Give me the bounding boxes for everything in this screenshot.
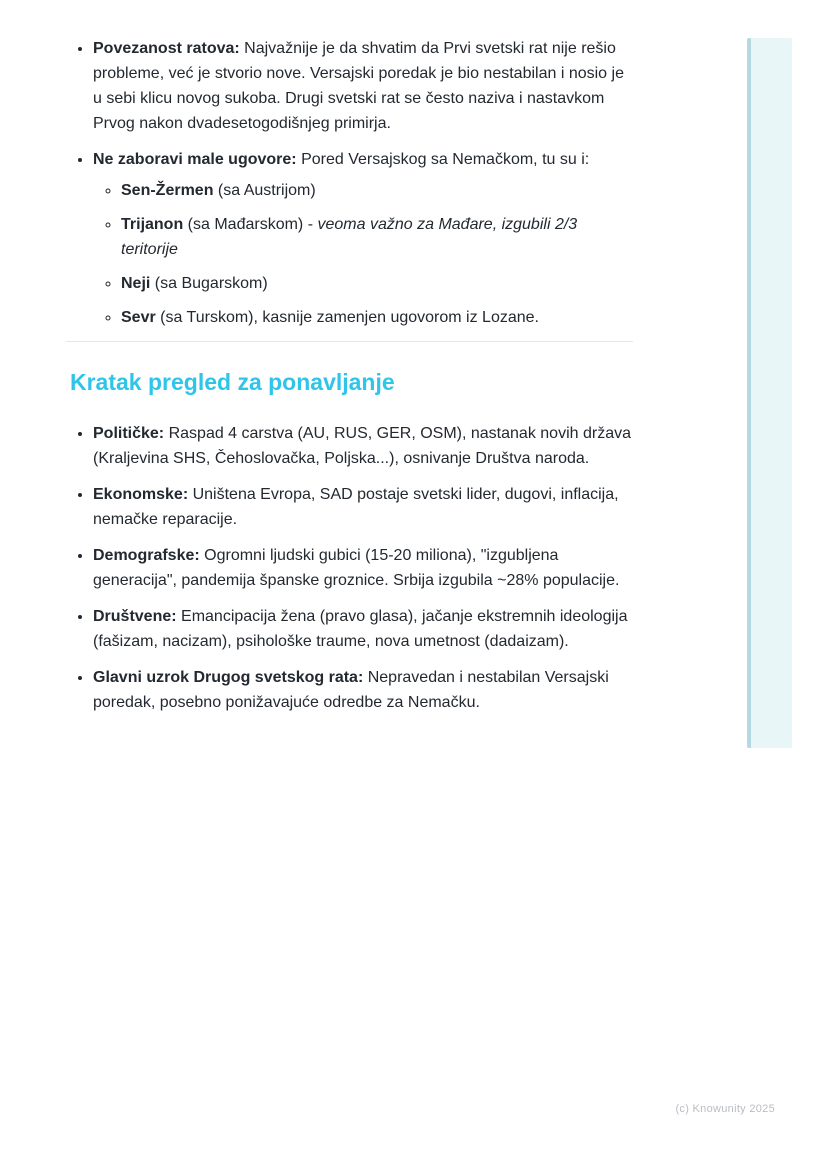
- item-label: Ekonomske:: [93, 486, 189, 503]
- notes-list: [70, 36, 636, 330]
- treaty-name: Trijanon: [121, 216, 184, 233]
- list-item-treaty-sen-zermen: [121, 178, 636, 203]
- treaty-name: Sevr: [121, 309, 156, 326]
- item-text: Ogromni ljudski gubici (15-20 miliona), "izgubljena generacija", pandemija španske groznice. Srbija izgubila ~28% populacije.: [93, 547, 620, 589]
- list-item-politicke: [93, 421, 636, 471]
- list-item-demografske: [93, 543, 636, 593]
- item-text: Emancipacija žena (pravo glasa), jačanje ekstremnih ideologija (fašizam, nacizam), psihološke traume, nova umetnost (dadaizam).: [93, 608, 628, 650]
- treaty-text: (sa Austrijom): [213, 182, 316, 199]
- section-heading: Kratak pregled za ponavljanje: [70, 369, 395, 395]
- list-item-ekonomske: [93, 482, 636, 532]
- document-content: [70, 36, 636, 726]
- list-item-glavni-uzrok: [93, 665, 636, 715]
- item-label: Glavni uzrok Drugog svetskog rata:: [93, 669, 364, 686]
- side-accent-bar: [747, 38, 792, 748]
- list-item-drustvene: [93, 604, 636, 654]
- item-label: Povezanost ratova:: [93, 40, 240, 57]
- list-item-connection: [93, 36, 636, 136]
- item-label: Ne zaboravi male ugovore:: [93, 151, 297, 168]
- review-list: [70, 421, 636, 715]
- treaty-note: veoma važno za Mađare, izgubili 2/3 teritorije: [121, 216, 578, 258]
- list-item-treaty-sevr: [121, 305, 636, 330]
- list-item-treaty-neji: [121, 271, 636, 296]
- list-item-treaty-trijanon: [121, 212, 636, 262]
- item-text: Raspad 4 carstva (AU, RUS, GER, OSM), nastanak novih država (Kraljevina SHS, Čehoslovačka, Poljska...), osnivanje Društva naroda.: [93, 425, 631, 467]
- treaties-sublist: [93, 178, 636, 330]
- item-label: Demografske:: [93, 547, 200, 564]
- item-text: Najvažnije je da shvatim da Prvi svetski rat nije rešio probleme, već je stvorio nove. Versajski poredak je bio nestabilan i nosio je u sebi klicu novog sukoba. Drugi svetski rat se često naziva i nastavkom Prvog nakon dvadesetogodišnjeg primirja.: [93, 40, 624, 132]
- treaty-text: (sa Bugarskom): [150, 275, 268, 292]
- treaty-name: Sen-Žermen: [121, 182, 214, 199]
- list-item-small-treaties: [93, 147, 636, 330]
- item-text: Pored Versajskog sa Nemačkom, tu su i:: [296, 151, 590, 168]
- item-label: Društvene:: [93, 608, 177, 625]
- item-label: Političke:: [93, 425, 165, 442]
- copyright-footer: (c) Knowunity 2025: [675, 1103, 775, 1115]
- item-text: Nepravedan i nestabilan Versajski poredak, posebno ponižavajuće odredbe za Nemačku.: [93, 669, 609, 711]
- treaty-text: (sa Mađarskom) -: [183, 216, 318, 233]
- section-divider: [66, 341, 633, 342]
- item-text: Uništena Evropa, SAD postaje svetski lider, dugovi, inflacija, nemačke reparacije.: [93, 486, 619, 528]
- treaty-name: Neji: [121, 275, 151, 292]
- treaty-text: (sa Turskom), kasnije zamenjen ugovorom iz Lozane.: [155, 309, 539, 326]
